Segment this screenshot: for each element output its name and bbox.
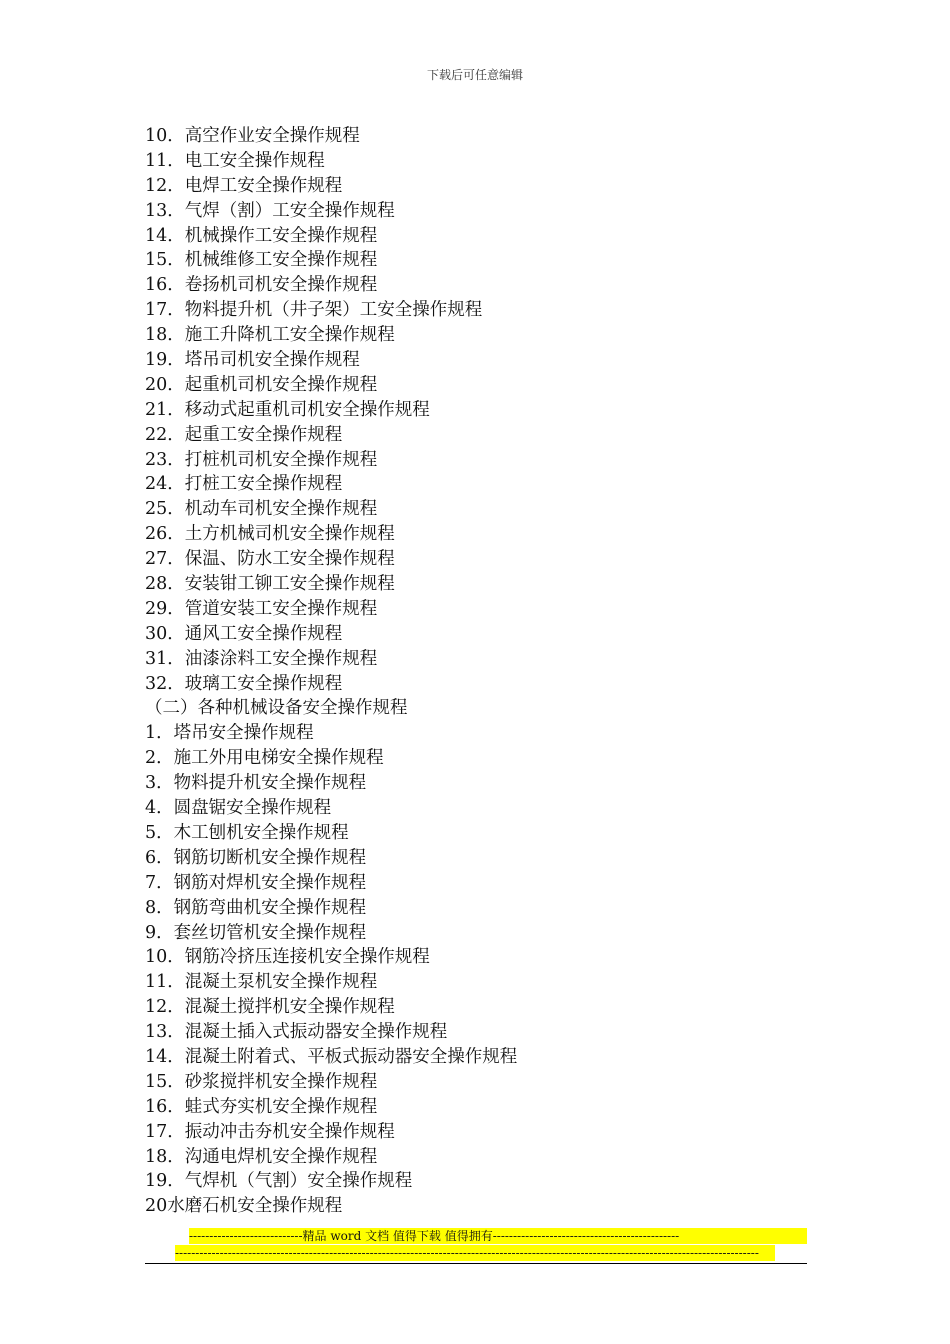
list-item-number: 26． xyxy=(145,524,185,545)
list-item-text: 打桩工安全操作规程 xyxy=(184,474,343,495)
list-item xyxy=(145,796,825,821)
list-item-number: 10． xyxy=(145,126,185,146)
list-item-text: 钢筋切断机安全操作规程 xyxy=(173,847,367,868)
list-item-text: 管道安装工安全操作规程 xyxy=(184,598,378,619)
list-item-text: 安装钳工铆工安全操作规程 xyxy=(184,574,395,595)
list-item-text: 通风工安全操作规程 xyxy=(184,623,343,644)
list-item-number: 4． xyxy=(145,798,174,819)
list-item-number: 16． xyxy=(145,1096,185,1117)
list-item xyxy=(145,771,825,796)
list-item-number: 18． xyxy=(145,1146,185,1167)
list-item-text: 气焊机（气割）安全操作规程 xyxy=(184,1171,413,1192)
list-item-number: 5． xyxy=(145,822,174,843)
list-item xyxy=(145,970,825,995)
list-item xyxy=(145,448,825,473)
list-item-text: 电工安全操作规程 xyxy=(184,150,325,171)
list-item xyxy=(145,1120,825,1145)
list-item xyxy=(145,647,825,672)
list-item xyxy=(145,1070,825,1095)
list-item-number: 16． xyxy=(145,275,185,296)
list-item-number: 12． xyxy=(145,175,185,196)
list-item xyxy=(145,273,825,298)
list-item-text: 木工刨机安全操作规程 xyxy=(173,822,349,843)
list-item xyxy=(145,423,825,448)
list-item-text: 混凝土搅拌机安全操作规程 xyxy=(184,997,395,1018)
list-item xyxy=(145,721,825,746)
list-item-text: 振动冲击夯机安全操作规程 xyxy=(184,1121,395,1142)
list-item-number: 27． xyxy=(145,549,185,570)
footer-divider xyxy=(145,1263,807,1264)
list-item xyxy=(145,622,825,647)
list-item-number: 30． xyxy=(145,623,185,644)
list-item xyxy=(145,348,825,373)
list-item xyxy=(145,995,825,1020)
list-item-number: 12． xyxy=(145,997,185,1018)
list-item-text: 蛙式夯实机安全操作规程 xyxy=(184,1096,378,1117)
list-item-text: 施工外用电梯安全操作规程 xyxy=(173,748,384,769)
list-item-number: 13． xyxy=(145,200,185,221)
list-item xyxy=(145,1145,825,1170)
list-item xyxy=(145,846,825,871)
list-item-text: （二）各种机械设备安全操作规程 xyxy=(145,698,408,719)
list-item xyxy=(145,821,825,846)
list-item xyxy=(145,298,825,323)
list-item xyxy=(145,672,825,697)
list-item xyxy=(145,174,825,199)
list-item xyxy=(145,1045,825,1070)
list-item-number: 1． xyxy=(145,723,174,744)
list-item-text: 起重工安全操作规程 xyxy=(184,424,343,445)
list-item-text: 混凝土附着式、平板式振动器安全操作规程 xyxy=(184,1046,518,1067)
list-item-number: 19． xyxy=(145,350,185,371)
list-item xyxy=(145,199,825,224)
list-item xyxy=(145,1095,825,1120)
list-item xyxy=(145,547,825,572)
list-item-number: 3． xyxy=(145,773,174,794)
list-item xyxy=(145,696,825,721)
list-item-text: 沟通电焊机安全操作规程 xyxy=(184,1146,378,1167)
list-item xyxy=(145,472,825,497)
list-item-text: 水磨石机安全操作规程 xyxy=(167,1196,343,1217)
list-item-text: 起重机司机安全操作规程 xyxy=(184,374,378,395)
list-item-number: 20． xyxy=(145,374,185,395)
list-item-text: 卷扬机司机安全操作规程 xyxy=(184,275,378,296)
list-item-text: 打桩机司机安全操作规程 xyxy=(184,449,378,470)
list-item xyxy=(145,373,825,398)
list-item-text: 机动车司机安全操作规程 xyxy=(184,499,378,520)
list-item xyxy=(145,921,825,946)
list-item-number: 28． xyxy=(145,574,185,595)
list-item xyxy=(145,124,825,149)
list-item xyxy=(145,1194,825,1219)
list-item-text: 机械维修工安全操作规程 xyxy=(184,250,378,271)
list-item-text: 机械操作工安全操作规程 xyxy=(184,225,378,246)
list-item xyxy=(145,149,825,174)
list-item-number: 25． xyxy=(145,499,185,520)
list-item xyxy=(145,522,825,547)
list-item-text: 钢筋弯曲机安全操作规程 xyxy=(173,897,367,918)
list-item-text: 混凝土泵机安全操作规程 xyxy=(184,972,378,993)
list-item-text: 气焊（割）工安全操作规程 xyxy=(184,200,395,221)
list-item-number: 13． xyxy=(145,1022,185,1043)
document-list xyxy=(145,124,825,1219)
list-item-number: 18． xyxy=(145,325,185,346)
list-item-number: 14． xyxy=(145,1046,185,1067)
list-item xyxy=(145,597,825,622)
list-item-number: 10． xyxy=(145,947,185,968)
list-item-text: 圆盘锯安全操作规程 xyxy=(173,798,332,819)
list-item-text: 塔吊司机安全操作规程 xyxy=(184,350,360,371)
list-item-text: 砂浆搅拌机安全操作规程 xyxy=(184,1071,378,1092)
list-item-number: 7． xyxy=(145,872,174,893)
list-item-text: 高空作业安全操作规程 xyxy=(184,126,360,146)
list-item-number: 21． xyxy=(145,399,185,420)
footer-banner-text: ----------------------------精品 word 文档 值得下载 值得拥有---------------------------------------------- xyxy=(189,1228,807,1244)
list-item-text: 保温、防水工安全操作规程 xyxy=(184,549,395,570)
list-item-number: 17． xyxy=(145,300,185,321)
list-item-number: 11． xyxy=(145,972,185,993)
list-item-number: 22． xyxy=(145,424,185,445)
list-item-number: 29． xyxy=(145,598,185,619)
list-item-text: 塔吊安全操作规程 xyxy=(173,723,314,744)
list-item xyxy=(145,1169,825,1194)
list-item-text: 油漆涂料工安全操作规程 xyxy=(184,648,378,669)
list-item-number: 31． xyxy=(145,648,185,669)
list-item-text: 套丝切管机安全操作规程 xyxy=(173,922,367,943)
list-item-number: 17． xyxy=(145,1121,185,1142)
list-item-number: 15． xyxy=(145,1071,185,1092)
list-item xyxy=(145,224,825,249)
list-item-text: 钢筋冷挤压连接机安全操作规程 xyxy=(184,947,430,968)
list-item xyxy=(145,871,825,896)
list-item xyxy=(145,248,825,273)
list-item-number: 6． xyxy=(145,847,174,868)
list-item xyxy=(145,572,825,597)
list-item-number: 32． xyxy=(145,673,185,694)
list-item-text: 土方机械司机安全操作规程 xyxy=(184,524,395,545)
list-item-number: 11． xyxy=(145,150,185,171)
list-item xyxy=(145,1020,825,1045)
list-item xyxy=(145,497,825,522)
list-item-text: 电焊工安全操作规程 xyxy=(184,175,343,196)
list-item-number: 24． xyxy=(145,474,185,495)
list-item xyxy=(145,323,825,348)
list-item-number: 19． xyxy=(145,1171,185,1192)
list-item-number: 9． xyxy=(145,922,174,943)
list-item-number: 14． xyxy=(145,225,185,246)
page-header: 下载后可任意编辑 xyxy=(426,68,523,82)
list-item-text: 物料提升机安全操作规程 xyxy=(173,773,367,794)
list-item-number: 23． xyxy=(145,449,185,470)
list-item-text: 混凝土插入式振动器安全操作规程 xyxy=(184,1022,448,1043)
list-item-text: 物料提升机（井子架）工安全操作规程 xyxy=(184,300,483,321)
list-item-number: 8． xyxy=(145,897,174,918)
list-item-text: 施工升降机工安全操作规程 xyxy=(184,325,395,346)
list-item-number: 15． xyxy=(145,250,185,271)
footer-dash-line: ------------------------------------------------------------------------------------------------------------------------------------------------ xyxy=(175,1245,775,1261)
list-item-text: 移动式起重机司机安全操作规程 xyxy=(184,399,430,420)
list-item xyxy=(145,945,825,970)
list-item-text: 玻璃工安全操作规程 xyxy=(184,673,343,694)
list-item-number: 2． xyxy=(145,748,174,769)
list-item xyxy=(145,746,825,771)
list-item xyxy=(145,398,825,423)
list-item-number: 20 xyxy=(145,1196,168,1217)
list-item xyxy=(145,896,825,921)
list-item-text: 钢筋对焊机安全操作规程 xyxy=(173,872,367,893)
